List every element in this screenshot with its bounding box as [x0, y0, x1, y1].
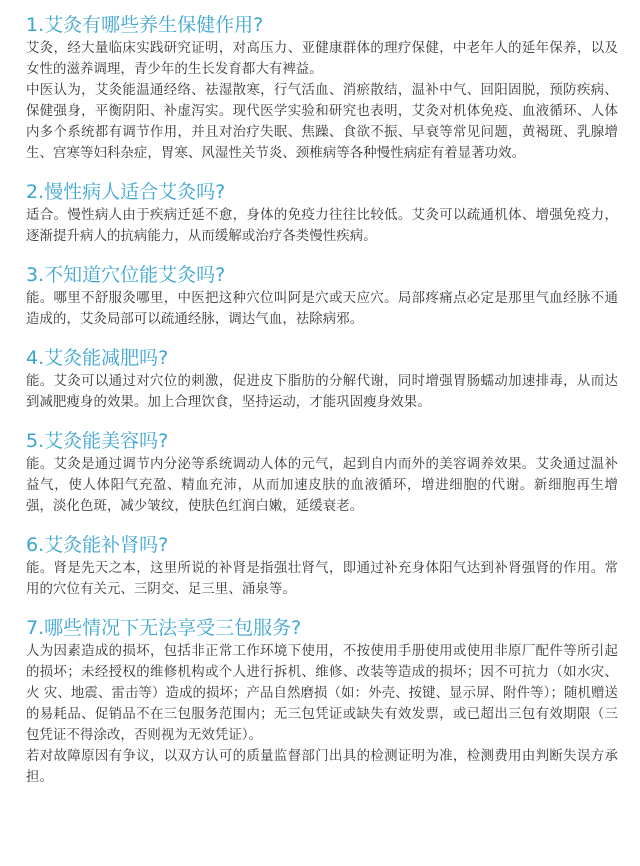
section-paragraph: 人为因素造成的损坏，包括非正常工作环境下使用，不按使用手册使用或使用非原厂配件等所引起的损坏；未经授权的维修机构或个人进行拆机、维修、改装等造成的损坏；因不可抗力（如水灾、火 灾、地震、雷击等）造成的损坏；产品自然磨损（如：外壳、按键、显示屏、附件等）；随机赠送的易耗品、促销品不在三包服务范围内；无三包凭证或缺失有效发票，或已超出三包有效期限（三包凭证不得涂改，否则视为无效凭证）。: [26, 644, 618, 743]
section-paragraph: 中医认为，艾灸能温通经络、祛湿散寒，行气活血、消瘀散结，温补中气、回阳固脱，预防疾病、保健强身，平衡阴阳、补虚泻实。现代医学实验和研究也表明，艾灸对机体免疫、血液循环、人体内多个系统都有调节作用，并且对治疗失眠、焦躁、食欲不振、早衰等常见问题，黄褐斑、乳腺增生、宫寒等妇科杂症，胃寒、风湿性关节炎、颈椎病等各种慢性病症有着显著功效。: [26, 83, 618, 161]
section-heading: 7.哪些情况下无法享受三包服务?: [26, 617, 302, 639]
faq-section-2: [26, 179, 618, 247]
section-paragraph: 能。艾灸是通过调节内分泌等系统调动人体的元气，起到自内而外的美容调养效果。艾灸通过温补益气，使人体阳气充盈、精血充沛，从而加速皮肤的血液循环，增进细胞的代谢。新细胞再生增强，淡化色斑，减少皱纹，使肤色红润白嫩，延缓衰老。: [26, 457, 618, 514]
faq-section-6: [26, 532, 618, 600]
section-paragraph: 能。艾灸可以通过对穴位的刺激，促进皮下脂肪的分解代谢，同时增强胃肠蠕动加速排毒，从而达到减肥瘦身的效果。加上合理饮食，坚持运动，才能巩固瘦身效果。: [26, 374, 618, 410]
section-paragraph: 能。哪里不舒服灸哪里，中医把这种穴位叫阿是穴或天应穴。局部疼痛点必定是那里气血经脉不通造成的，艾灸局部可以疏通经脉，调达气血，祛除病邪。: [26, 291, 618, 327]
faq-section-7: [26, 615, 618, 788]
section-heading: 6.艾灸能补肾吗?: [26, 534, 169, 556]
section-heading: 2.慢性病人适合艾灸吗?: [26, 181, 226, 203]
faq-section-4: [26, 345, 618, 413]
section-heading: 3.不知道穴位能艾灸吗?: [26, 264, 226, 286]
faq-section-3: [26, 262, 618, 330]
section-paragraph: 能。肾是先天之本，这里所说的补肾是指强壮肾气，即通过补充身体阳气达到补肾强肾的作用。常用的穴位有关元、三阴交、足三里、涌泉等。: [26, 561, 618, 597]
section-paragraph: 适合。慢性病人由于疾病迁延不愈，身体的免疫力往往比较低。艾灸可以疏通机体、增强免疫力，逐渐提升病人的抗病能力，从而缓解或治疗各类慢性疾病。: [26, 208, 618, 244]
faq-section-1: [26, 12, 618, 164]
section-heading: 5.艾灸能美容吗?: [26, 430, 169, 452]
section-paragraph: 艾灸，经大量临床实践研究证明，对高压力、亚健康群体的理疗保健，中老年人的延年保养，以及女性的滋养调理，青少年的生长发育都大有裨益。: [26, 41, 618, 77]
section-heading: 4.艾灸能减肥吗?: [26, 347, 169, 369]
section-heading: 1.艾灸有哪些养生保健作用?: [26, 14, 264, 36]
section-paragraph: 若对故障原因有争议，以双方认可的质量监督部门出具的检测证明为准，检测费用由判断失误方承担。: [26, 749, 618, 785]
faq-section-5: [26, 428, 618, 517]
